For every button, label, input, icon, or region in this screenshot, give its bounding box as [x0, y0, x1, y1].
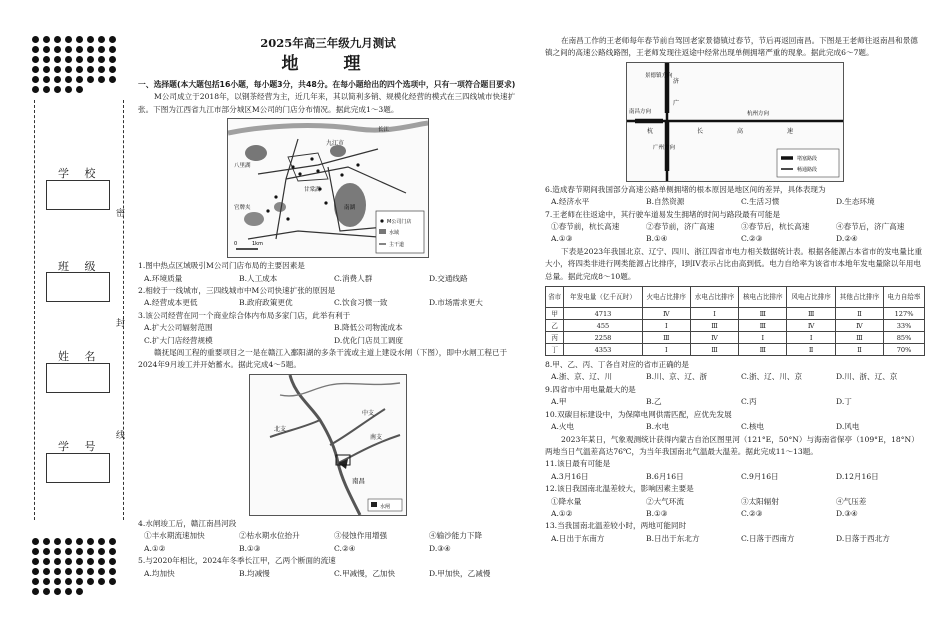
q12-options — [545, 508, 925, 520]
q5-option-d[interactable]: D.甲加快，乙减慢 — [429, 568, 491, 578]
map1-label-nanhu: 南湖 — [344, 205, 356, 212]
map-nanchang-svg — [250, 375, 406, 515]
left-column — [138, 35, 518, 580]
map2-label-beizhi: 北支 — [274, 425, 287, 433]
q3-stem: 3.该公司经营在同一个商业综合体内布局多家门店，此举有利于 — [138, 310, 351, 320]
table-cell: 乙 — [546, 320, 564, 332]
table-cell: Ⅰ — [739, 332, 787, 344]
q2-option-a[interactable]: A.经营成本更低 — [144, 298, 198, 308]
q12-item-2: ②大气环流 — [646, 496, 684, 506]
name-label: 姓 名 — [58, 350, 102, 363]
q1-option-c[interactable]: C.消费人群 — [334, 273, 373, 283]
q1-option-a[interactable]: A.环境质量 — [144, 273, 183, 283]
map3-char-gao: 高 — [737, 127, 744, 135]
map3-char-hang: 杭 — [647, 127, 654, 135]
seal-char-mi: 密 — [116, 209, 126, 219]
q8-option-c[interactable]: C.浙、辽、川、京 — [741, 372, 803, 382]
q9-option-b[interactable]: B.乙 — [646, 397, 662, 407]
q8-option-d[interactable]: D.川、浙、辽、京 — [836, 372, 898, 382]
q3-options-row1 — [138, 322, 518, 334]
table-cell: 4353 — [564, 344, 642, 356]
q2-stem: 2.相较于一线城市，三四线城市中M公司快速扩张的原因是 — [138, 286, 336, 296]
q7-item-4: ④春节后，济广高速 — [836, 222, 905, 232]
q11-option-c[interactable]: C.9月16日 — [741, 471, 779, 481]
table-cell: 4713 — [564, 308, 642, 320]
q11-stem: 11.该日最有可能是 — [545, 459, 611, 469]
map3-char-guang: 广 — [673, 99, 680, 107]
table-cell: Ⅲ — [690, 344, 738, 356]
q7-item-1: ①春节前，杭长高速 — [551, 222, 620, 232]
table-row — [546, 320, 925, 332]
q5-options — [138, 568, 518, 580]
map1-scale-km: 1km — [252, 241, 263, 248]
q4-stem: 4.水闸竣工后，赣江南昌河段 — [138, 518, 237, 528]
table-cell: Ⅰ — [642, 320, 690, 332]
map3-char-ji: 济 — [673, 77, 680, 85]
top-dot-border — [32, 36, 124, 93]
passage-1: M公司成立于2018年，以钢茶经营为主，近几年来，其以简利多销、规模化经营的模式在三四线城市快速扩张。下图为江西省九江市部分城区M公司的门店分布情况。据此完成1～3题。 — [138, 92, 516, 114]
q13-options — [545, 533, 925, 545]
name-field[interactable] — [46, 363, 110, 393]
table-cell: Ⅳ — [787, 320, 835, 332]
table-cell: Ⅲ — [835, 332, 883, 344]
table-cell: Ⅲ — [739, 308, 787, 320]
table-header: 电力自给率 — [884, 287, 925, 308]
map2-label-zhongzhi: 中支 — [362, 409, 375, 417]
q11-options — [545, 471, 925, 483]
q4-option-b[interactable]: B.①③ — [239, 543, 261, 553]
q5-stem: 5.与2020年相比，2024年冬季长江甲，乙两个断面的流速 — [138, 556, 336, 566]
map1-label-gantanghu: 甘棠湖 — [304, 187, 321, 194]
section-heading: 一、选择题(本大题包括16小题，每小题3分，共48分。在每小题给出的四个选项中，只有一项符合题目要求) — [138, 80, 516, 89]
q10-option-a[interactable]: A.火电 — [551, 422, 575, 432]
map-expressway-svg — [627, 63, 843, 181]
table-header: 其他占比排序 — [835, 287, 883, 308]
q4-items — [138, 530, 518, 542]
q10-options — [545, 421, 925, 433]
q13-option-d[interactable]: D.日落于西北方 — [836, 533, 890, 543]
q7-items — [545, 221, 925, 233]
exam-title: 2025年高三年级九月测试 — [260, 36, 396, 50]
q6-stem: 6.造成春节期间我国部分高速公路单侧拥堵的根本原因是地区间的差异，具体表现为 — [545, 184, 826, 194]
q4-option-a[interactable]: A.①② — [144, 543, 166, 553]
map1-label-jiujiang: 九江市 — [326, 140, 345, 148]
q4-item-2: ②枯水期水位抬升 — [239, 531, 300, 541]
table-cell: 127% — [884, 308, 925, 320]
map1-label-guanpaijia: 官牌夹 — [234, 205, 251, 212]
q4-item-3: ③侵蚀作用增强 — [334, 531, 388, 541]
table-cell: Ⅲ — [690, 320, 738, 332]
table-cell: 丁 — [546, 344, 564, 356]
table-header: 风电占比排序 — [787, 287, 835, 308]
q1-options — [138, 273, 518, 285]
q4-options — [138, 543, 518, 555]
table-cell: Ⅲ — [787, 308, 835, 320]
q9-option-d[interactable]: D.丁 — [836, 397, 852, 407]
map1-scale-zero: 0 — [234, 241, 238, 248]
table-cell: 70% — [884, 344, 925, 356]
q12-items — [545, 496, 925, 508]
map-jiujiang — [227, 118, 429, 258]
map3-label-guangzhou-direction: 广州方向 — [653, 144, 676, 151]
q7-option-a[interactable]: A.①③ — [551, 234, 573, 244]
map2-legend-sluice: 水闸 — [380, 503, 391, 510]
student-id-label: 学 号 — [58, 440, 102, 453]
q8-stem: 8.甲、乙、丙、丁各自对应的省市正确的是 — [545, 360, 689, 370]
table-header: 年发电量（亿千瓦时） — [564, 287, 642, 308]
q12-item-3: ③太阳辐射 — [741, 496, 779, 506]
q7-option-d[interactable]: D.②④ — [836, 234, 858, 244]
q5-option-c[interactable]: C.甲减慢，乙加快 — [334, 568, 396, 578]
q7-item-2: ②春节前，济广高速 — [646, 222, 715, 232]
q4-item-1: ①丰水期流速加快 — [144, 531, 205, 541]
table-cell: Ⅰ — [690, 308, 738, 320]
q4-option-c[interactable]: C.②④ — [334, 543, 356, 553]
q12-stem: 12.该日我国南北温差较大，影响因素主要是 — [545, 484, 694, 494]
q8-options — [545, 371, 925, 383]
table-cell: 85% — [884, 332, 925, 344]
q4-option-d[interactable]: D.③④ — [429, 543, 451, 553]
class-field[interactable] — [46, 272, 110, 302]
q7-options — [545, 233, 925, 245]
q7-stem: 7.王老师在往返途中，其行驶车道易发生拥堵的时间与路段最有可能是 — [545, 209, 781, 219]
class-label: 班 级 — [58, 260, 102, 273]
table-cell: 2258 — [564, 332, 642, 344]
q10-option-b[interactable]: B.水电 — [646, 422, 670, 432]
power-table — [545, 286, 925, 356]
q7-option-c[interactable]: C.②③ — [741, 234, 763, 244]
q7-option-b[interactable]: B.①④ — [646, 234, 668, 244]
q1-stem: 1.图中热点区域吸引M公司门店布局的主要因素是 — [138, 261, 305, 271]
q10-option-c[interactable]: C.核电 — [741, 422, 765, 432]
table-row — [546, 344, 925, 356]
table-cell: Ⅰ — [787, 332, 835, 344]
q10-stem: 10.双碳目标建设中，为保障电网供需匹配，应优先发展 — [545, 409, 732, 419]
q13-option-a[interactable]: A.日出于东南方 — [551, 533, 605, 543]
passage-5: 2023年某日，气象观测统计获得内蒙古自治区图里河（121°E，50°N）与海南省保亭（109°E，18°N）两地当日气温差高达76℃，为当年我国南北气温最大温差。据此完成11～13题。 — [545, 434, 919, 456]
table-cell: Ⅰ — [642, 344, 690, 356]
map3-char-chang: 长 — [697, 127, 704, 135]
q12-item-4: ④气压差 — [836, 496, 867, 506]
map3-char-su: 速 — [787, 127, 794, 135]
map3-legend-congested: 堵塞路段 — [797, 155, 818, 162]
power-table-header — [546, 287, 925, 308]
q9-stem: 9.四省市中用电量最大的是 — [545, 384, 636, 394]
table-row — [546, 308, 925, 320]
map3-label-hangzhou-direction: 杭州方向 — [747, 110, 770, 117]
table-header: 火电占比排序 — [642, 287, 690, 308]
table-cell: Ⅲ — [739, 320, 787, 332]
q12-item-1: ①降水量 — [551, 496, 582, 506]
map1-label-changjiang: 长江 — [378, 127, 390, 134]
map3-legend-clear: 畅通路段 — [797, 166, 818, 173]
q6-option-b[interactable]: B.自然资源 — [646, 197, 685, 207]
q6-option-c[interactable]: C.生活习惯 — [741, 197, 780, 207]
q6-option-a[interactable]: A.经济水平 — [551, 197, 590, 207]
q3-option-b[interactable]: B.降低公司物流成本 — [334, 323, 403, 333]
q6-options — [545, 196, 925, 208]
q13-option-c[interactable]: C.日落于西南方 — [741, 533, 795, 543]
exam-subject: 地 理 — [281, 54, 375, 74]
table-header: 省市 — [546, 287, 564, 308]
q9-option-a[interactable]: A.甲 — [551, 397, 567, 407]
q2-options — [138, 297, 518, 309]
q2-option-d[interactable]: D.市场需求更大 — [429, 298, 483, 308]
q9-option-c[interactable]: C.丙 — [741, 397, 757, 407]
q8-option-b[interactable]: B.川、京、辽、浙 — [646, 372, 708, 382]
school-field[interactable] — [46, 180, 110, 210]
map-expressway — [626, 62, 844, 182]
q12-option-a[interactable]: A.①② — [551, 508, 573, 518]
table-cell: 甲 — [546, 308, 564, 320]
q12-option-d[interactable]: D.③④ — [836, 508, 858, 518]
table-header: 水电占比排序 — [690, 287, 738, 308]
q9-options — [545, 396, 925, 408]
q6-option-d[interactable]: D.生态环境 — [836, 197, 875, 207]
table-cell: Ⅲ — [739, 344, 787, 356]
table-row — [546, 332, 925, 344]
q4-item-4: ④输沙能力下降 — [429, 531, 483, 541]
map3-label-jingdezhen-direction: 景德镇方向 — [645, 72, 673, 79]
q12-option-c[interactable]: C.②③ — [741, 508, 763, 518]
table-cell: Ⅳ — [690, 332, 738, 344]
q3-options-row2 — [138, 335, 518, 347]
q13-stem: 13.当我国南北温差较小时，两地可能同时 — [545, 521, 687, 531]
passage-2: 赣抚尾闾工程的重要项目之一是在赣江入鄱阳湖的多条干流或主道上建设水闸（下图），即中水闸工程已于2024年9月竣工并开始蓄水。据此完成4～5题。 — [138, 348, 508, 370]
seal-char-xian: 线 — [116, 431, 126, 441]
q13-option-b[interactable]: B.日出于东北方 — [646, 533, 700, 543]
table-header: 核电占比排序 — [739, 287, 787, 308]
table-cell: Ⅳ — [642, 308, 690, 320]
q11-option-a[interactable]: A.3月16日 — [551, 471, 589, 481]
student-id-field[interactable] — [46, 453, 110, 483]
q1-option-b[interactable]: B.人工成本 — [239, 273, 278, 283]
table-cell: 33% — [884, 320, 925, 332]
map2-label-nanzhi: 南支 — [370, 433, 383, 441]
q10-option-d[interactable]: D.风电 — [836, 422, 860, 432]
map3-label-nanchang-direction: 南昌方向 — [629, 108, 652, 115]
table-cell: Ⅲ — [642, 332, 690, 344]
q3-option-c[interactable]: C.扩大门店经营规模 — [144, 335, 213, 345]
table-cell: Ⅳ — [835, 320, 883, 332]
school-label: 学 校 — [58, 167, 102, 180]
map2-label-nanchang: 南昌 — [352, 476, 365, 485]
q8-option-a[interactable]: A.浙、京、辽、川 — [551, 372, 613, 382]
table-cell: 丙 — [546, 332, 564, 344]
map-jiujiang-svg — [228, 119, 428, 257]
map1-legend-store: M公司门店 — [387, 219, 412, 226]
table-cell: Ⅱ — [835, 344, 883, 356]
q2-option-c[interactable]: C.饮食习惯一致 — [334, 298, 388, 308]
right-column — [545, 35, 925, 545]
table-cell: 455 — [564, 320, 642, 332]
table-cell: Ⅱ — [835, 308, 883, 320]
q5-option-a[interactable]: A.均加快 — [144, 568, 175, 578]
bottom-dot-border — [32, 538, 124, 595]
q3-option-d[interactable]: D.优化门店员工调度 — [334, 335, 403, 345]
q11-option-b[interactable]: B.6月16日 — [646, 471, 684, 481]
q11-option-d[interactable]: D.12月16日 — [836, 471, 879, 481]
passage-3: 在南昌工作的王老师每年春节前自驾回老家景德镇过春节，节后再返回南昌。下图是王老师往返南昌和景德镇之间的高速公路线路图，王老师发现往返途中经常出现单侧拥堵严重的现象。据此完成6～7题。 — [545, 36, 918, 58]
map1-legend-water: 水域 — [389, 230, 400, 237]
q3-option-a[interactable]: A.扩大公司辐射范围 — [144, 323, 213, 333]
map1-legend-road: 主干道 — [389, 242, 405, 249]
map-nanchang-sluice — [249, 374, 407, 516]
q12-option-b[interactable]: B.①③ — [646, 508, 668, 518]
seal-char-feng: 封 — [116, 319, 126, 329]
table-cell: Ⅱ — [787, 344, 835, 356]
map1-label-balihu: 八里湖 — [234, 163, 251, 170]
q5-option-b[interactable]: B.均减慢 — [239, 568, 270, 578]
q2-option-b[interactable]: B.政府政策更优 — [239, 298, 293, 308]
q7-item-3: ③春节后，杭长高速 — [741, 222, 810, 232]
q1-option-d[interactable]: D.交通线路 — [429, 273, 468, 283]
passage-4: 下表是2023年我国北京、辽宁、四川、浙江四省市电力相关数据统计表。根据各能源占本省市的发电量比重大小，将四类非进行网类能源占比排序，I到IV表示占比由高到低。电力自给率为该省市本地年发电量除以年用电总量。据此完成8～10题。 — [545, 246, 923, 281]
